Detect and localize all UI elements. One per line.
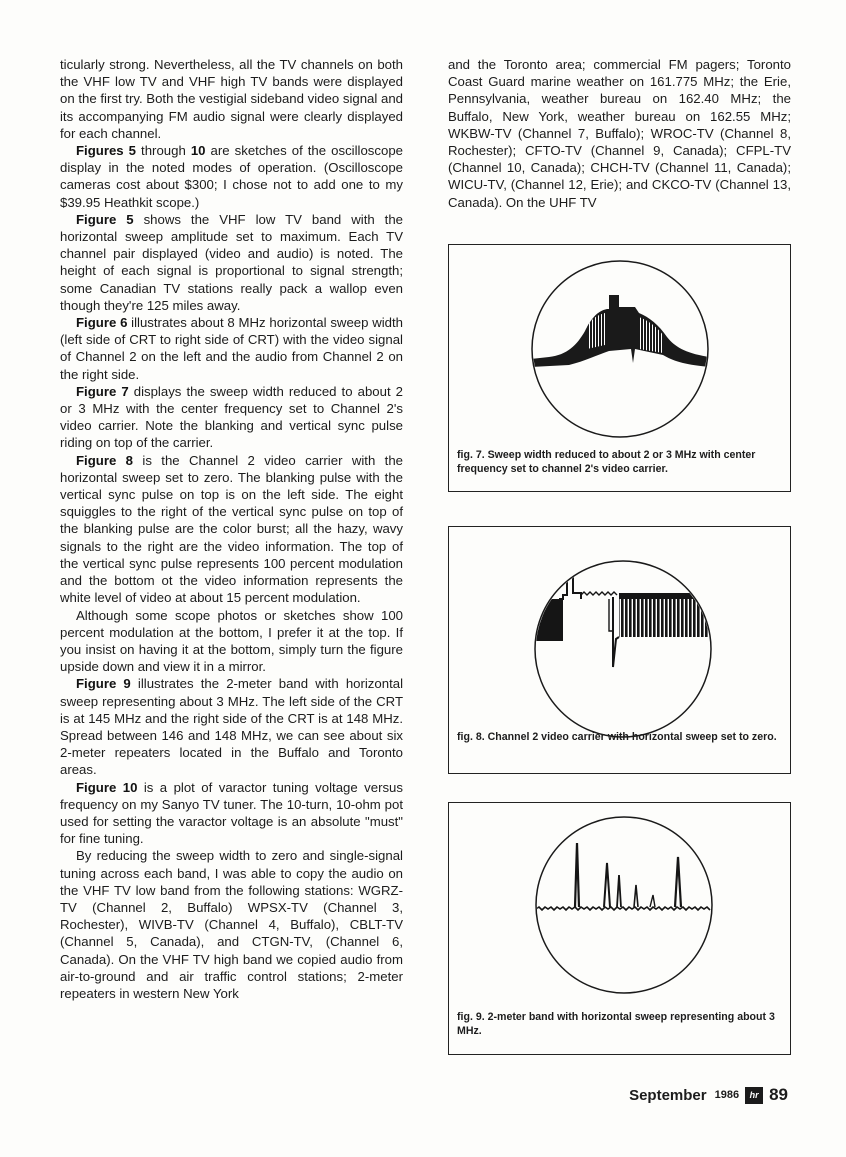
text: through [136,143,191,159]
figure-ref: Figure 5 [76,211,134,227]
figure-ref: Figure 10 [76,779,138,795]
text: are sketches of the oscilloscope display in the noted modes of operation. (Oscilloscope cameras cost about $300; I chose not to add one to my $39.95 Heathkit scope.) [60,143,403,210]
figure-ref: 10 [190,143,206,159]
paragraph [60,142,403,211]
figure-caption: fig. 8. Channel 2 video carrier with horizontal sweep set to zero. [457,731,777,743]
paragraph [60,314,403,383]
page-footer [629,1085,788,1105]
paragraph [60,452,403,607]
left-column [60,56,403,1002]
paragraph [60,779,403,848]
figure-7 [448,244,791,492]
figure-ref: Figure 9 [76,676,131,692]
figure-ref: Figure 8 [76,452,134,468]
paragraph: and the Toronto area; commercial FM pagers; Toronto Coast Guard marine weather on 161.775 MHz; the Erie, Pennsylvania, weather bureau on 162.40 MHz; the Buffalo, New York, weather bureau on 162.55 MHz; WKBW-TV (Channel 7, Buffalo); WROC-TV (Channel 8, Rochester); CFTO-TV (Channel 9, Canada); CFPL-TV (Channel 10, Canada); CHCH-TV (Channel 11, Canada); WICU-TV, (Channel 12, Erie); and CKCO-TV (Channel 13, Canada). On the UHF TV [448,57,791,210]
figure-ref: Figures 5 [76,143,137,159]
paragraph: Although some scope photos or sketches show 100 percent modulation at the bottom, I prefer it at the top. If you insist on having it at the bottom, simply turn the figure upside down and view it in a mirror. [60,607,403,675]
magazine-logo-icon: hr [745,1087,763,1104]
paragraph [60,383,403,452]
figure-caption: fig. 9. 2-meter band with horizontal sweep representing about 3 MHz. [457,1011,775,1037]
footer-year: 1986 [714,1089,740,1101]
paragraph [60,211,403,314]
text: illustrates about 8 MHz horizontal sweep width (left side of CRT to right side of CRT) with the video signal of Channel 2 on the left and the audio from Channel 2 on the right side. [60,315,404,382]
text: is the Channel 2 video carrier with the horizontal sweep set to zero. The blanking pulse with the vertical sync pulse on top is on the left side. The eight squiggles to the right of the vertical sync pulse on top of the blanking pulse are the color burst; all the hazy, wavy signals to the right are the video information. The top of the vertical sync pulse represents 100 percent modulation and the bottom ot the video information represents the white level of video at about 15 percent modulation. [60,452,403,606]
figure-9 [448,802,791,1055]
footer-month: September [629,1086,707,1104]
right-column [448,56,791,211]
text: illustrates the 2-meter band with horizontal sweep representing about 3 MHz. The left side of the CRT is at 145 MHz and the right side of the CRT is at 148 MHz. Spread between 146 and 148 MHz, we can see about six 2-meter repeaters located in the Buffalo and Toronto areas. [60,676,403,778]
text: is a plot of varactor tuning voltage versus frequency on my Sanyo TV tuner. The 10-turn, 10-ohm pot used for setting the varactor voltage is an absolute "must" for fine tuning. [60,779,403,847]
text: displays the sweep width reduced to about 2 or 3 MHz with the center frequency set to Channel 2's video carrier. Note the blanking and vertical sync pulse riding on top of the carrier. [60,383,403,451]
paragraph: By reducing the sweep width to zero and single-signal tuning across each band, I was able to copy the audio on the VHF TV low band from the following stations: WGRZ-TV (Channel 2, Buffalo) WPSX-TV (Channel 3, Rochester), WIVB-TV (Channel 4, Buffalo), CBLT-TV (Channel 5, Canada), and CTGN-TV, (Channel 6, Canada). On the VHF TV high band we copied audio from air-to-ground and air traffic control stations; 2-meter repeaters in western New York [60,848,403,1001]
figure-ref: Figure 6 [76,315,128,331]
figure-caption: fig. 7. Sweep width reduced to about 2 or 3 MHz with center frequency set to channel 2's video carrier. [457,449,756,475]
paragraph [60,675,403,778]
figure-8 [448,526,791,774]
figure-ref: Figure 7 [76,383,129,399]
paragraph: ticularly strong. Nevertheless, all the TV channels on both the VHF low TV and VHF high TV bands were displayed on the first try. Both the vestigial sideband video signal and its accompanying FM audio signal were clearly displayed for each channel. [60,57,403,141]
text: shows the VHF low TV band with the horizontal sweep amplitude set to maximum. Each TV channel pair displayed (video and audio) is noted. The height of each signal is proportional to signal strength; some Canadian TV stations really pack a wallop even though they're 125 miles away. [60,211,404,313]
page-number: 89 [769,1085,788,1104]
